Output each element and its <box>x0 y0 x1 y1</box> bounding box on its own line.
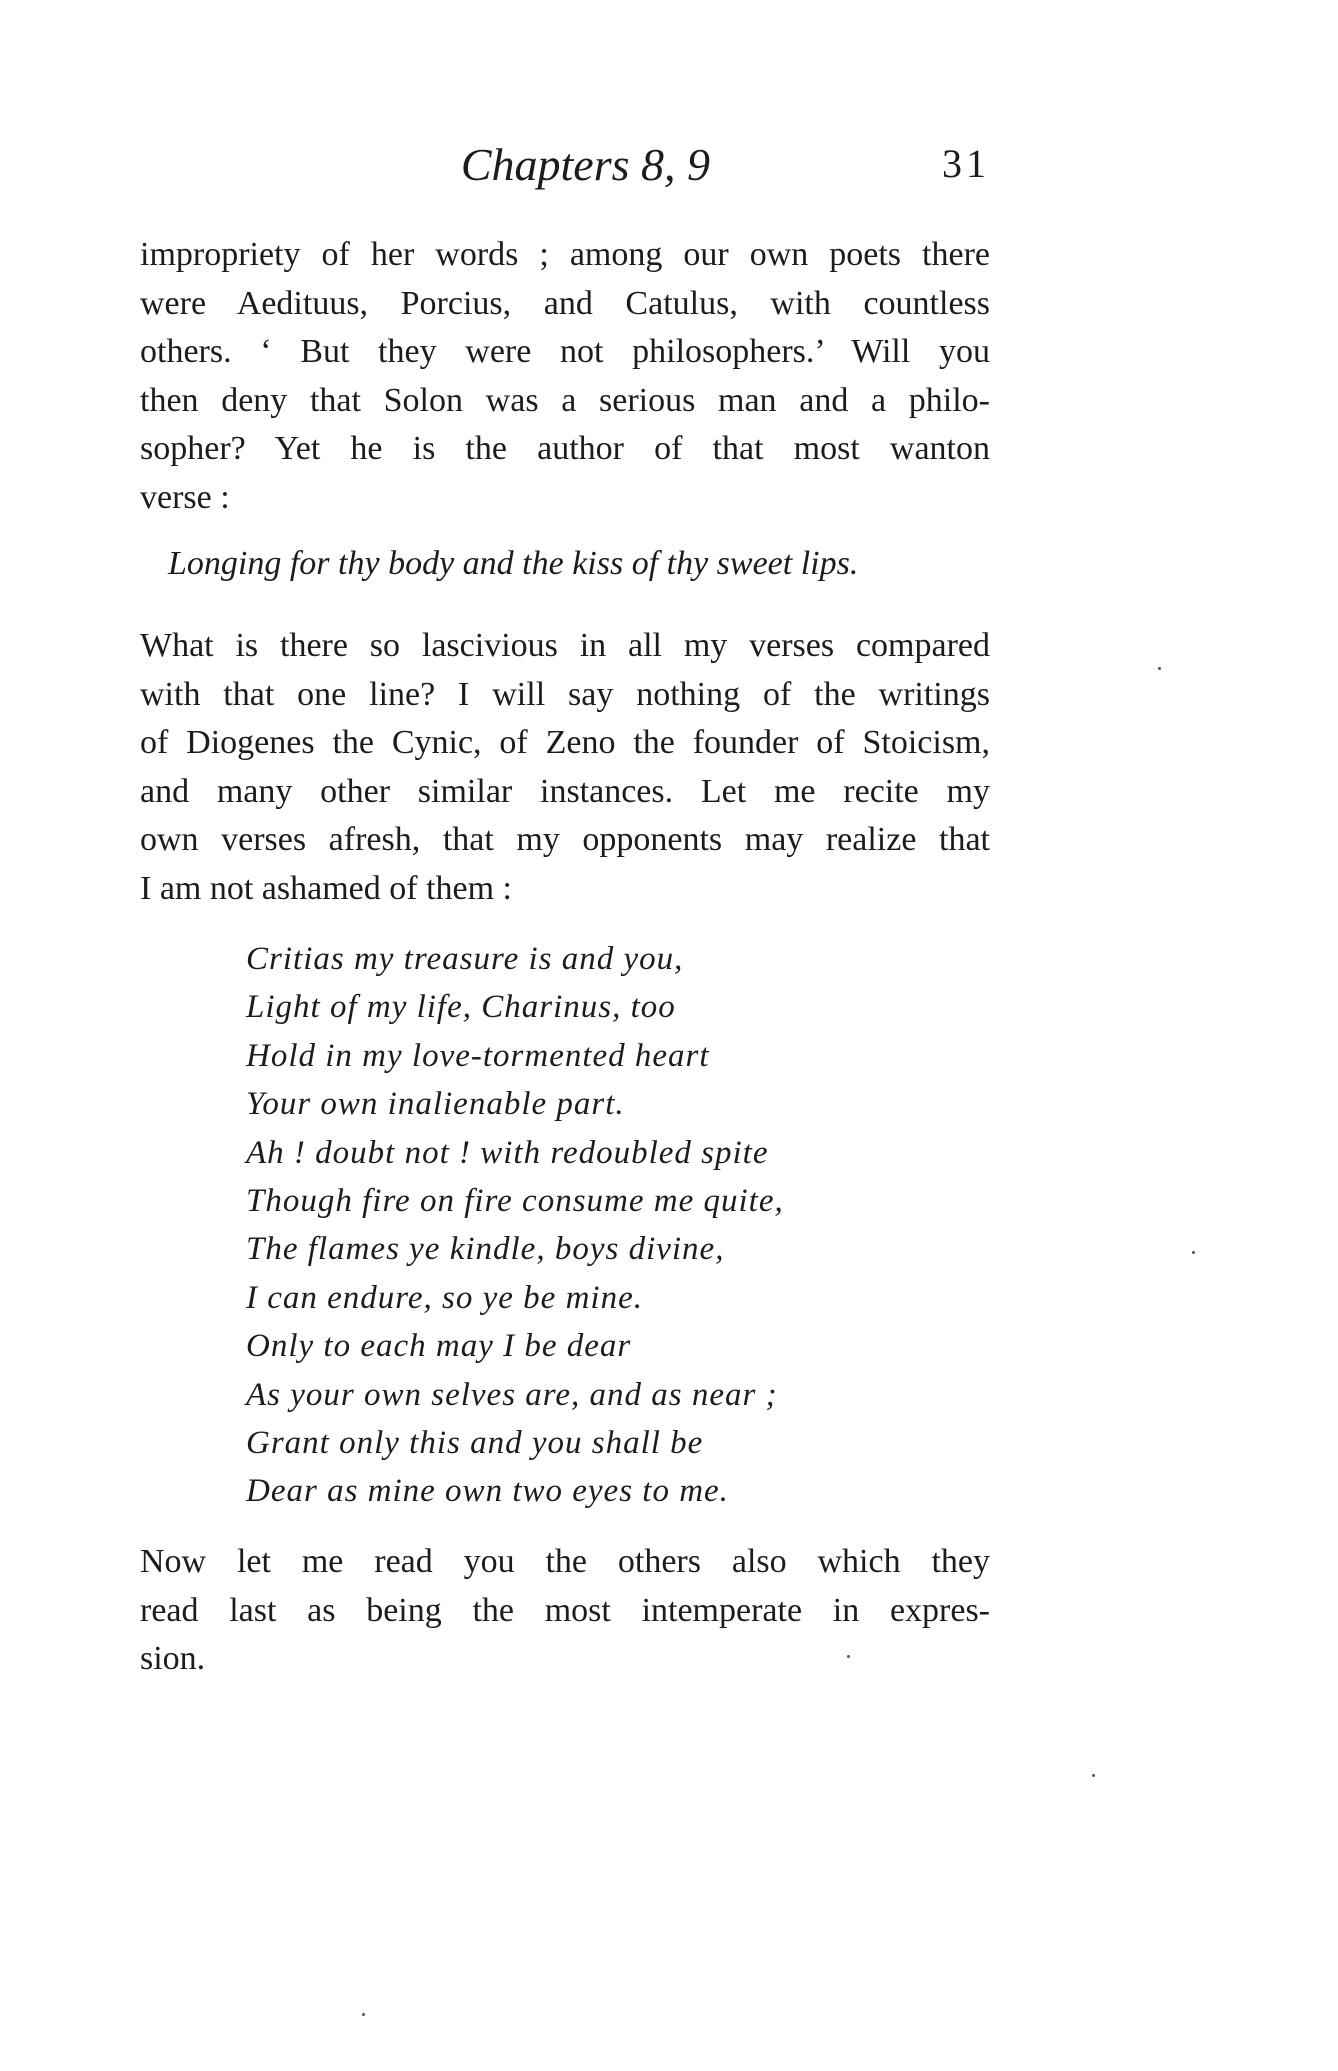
text-line: read last as being the most intemperate in expres- <box>140 1591 990 1629</box>
poem-line: Though fire on fire consume me quite, <box>246 1183 784 1220</box>
poem-line: As your own selves are, and as near ; <box>246 1376 778 1413</box>
running-head <box>140 138 990 198</box>
paper-speck <box>1092 1774 1095 1777</box>
paragraph-1 <box>140 231 990 522</box>
text-line: verse : <box>140 478 230 516</box>
text-line: with that one line? I will say nothing of the writings <box>140 675 990 713</box>
paragraph-3 <box>140 1538 990 1684</box>
paper-speck <box>1192 1251 1195 1254</box>
text-line: then deny that Solon was a serious man and a philo- <box>140 381 990 419</box>
poem-line: Critias my treasure is and you, <box>246 941 684 977</box>
verse-quotation: Longing for thy body and the kiss of thy sweet lips. <box>168 545 859 582</box>
text-line: What is there so lascivious in all my verses compared <box>140 627 990 664</box>
poem-line: Dear as mine own two eyes to me. <box>246 1473 729 1510</box>
paper-speck <box>847 1655 850 1658</box>
poem-line: Grant only this and you shall be <box>246 1425 704 1462</box>
text-line: I am not ashamed of them : <box>140 869 513 907</box>
text-line: sopher? Yet he is the author of that most wanton <box>140 430 990 467</box>
poem-line: Your own inalienable part. <box>246 1086 625 1123</box>
poem-line: I can endure, so ye be mine. <box>246 1279 643 1316</box>
text-line: were Aedituus, Porcius, and Catulus, with countless <box>140 284 990 322</box>
text-line: of Diogenes the Cynic, of Zeno the founder of Stoicism, <box>140 724 990 761</box>
poem-line: Only to each may I be dear <box>246 1328 632 1365</box>
poem-line: Light of my life, Charinus, too <box>246 989 676 1026</box>
paper-speck <box>362 2013 365 2016</box>
text-line: Now let me read you the others also which they <box>140 1543 990 1580</box>
paragraph-2 <box>140 622 990 913</box>
poem <box>246 935 784 1516</box>
page-number: 31 <box>942 141 990 186</box>
text-line: and many other similar instances. Let me recite my <box>140 772 990 810</box>
poem-line: Hold in my love-tormented heart <box>246 1037 710 1074</box>
text-line: impropriety of her words ; among our own poets there <box>140 236 990 273</box>
poem-line: Ah ! doubt not ! with redoubled spite <box>246 1134 769 1171</box>
text-line: others. ‘ But they were not philosophers.’ Will you <box>140 333 990 370</box>
poem-line: The flames ye kindle, boys divine, <box>246 1231 725 1268</box>
text-line: own verses afresh, that my opponents may realize that <box>140 821 990 858</box>
running-title: Chapters 8, 9 <box>460 139 710 190</box>
text-line: sion. <box>140 1640 206 1677</box>
paper-speck <box>1158 667 1161 670</box>
